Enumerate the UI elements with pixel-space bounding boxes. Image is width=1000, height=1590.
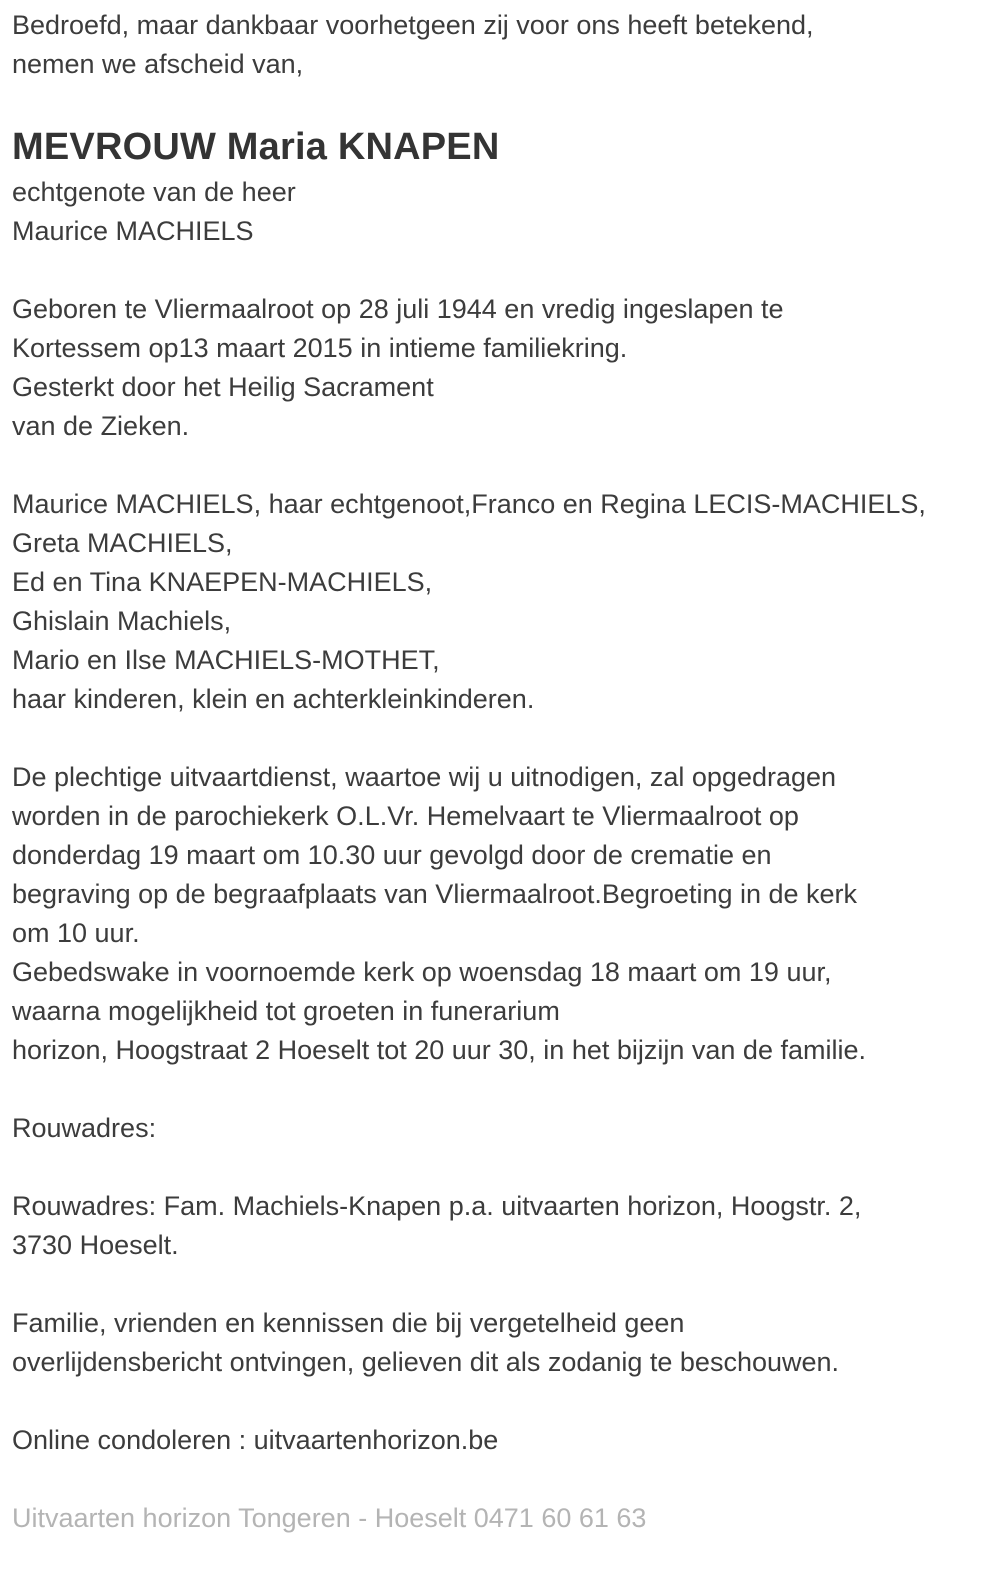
text-line: Rouwadres: Fam. Machiels-Knapen p.a. uitvaarten horizon, Hoogstr. 2,: [12, 1191, 862, 1221]
intro-paragraph: [12, 6, 986, 84]
text-line: begraving op de begraafplaats van Vliermaalroot.Begroeting in de kerk: [12, 879, 858, 909]
birth-death-paragraph: [12, 290, 986, 446]
funeral-home-footer: [12, 1499, 986, 1538]
text-line: Uitvaarten horizon Tongeren - Hoeselt 0471 60 61 63: [12, 1503, 647, 1533]
text-line: echtgenote van de heer: [12, 177, 296, 207]
rouwadres-paragraph: [12, 1187, 986, 1265]
online-condolence-paragraph: [12, 1421, 986, 1460]
text-line: De plechtige uitvaartdienst, waartoe wij u uitnodigen, zal opgedragen: [12, 762, 837, 792]
rouwadres-label: [12, 1109, 986, 1148]
text-line: om 10 uur.: [12, 918, 140, 948]
text-line: Geboren te Vliermaalroot op 28 juli 1944 en vredig ingeslapen te: [12, 294, 784, 324]
text-line: nemen we afscheid van,: [12, 49, 304, 79]
text-line: Kortessem op13 maart 2015 in intieme familiekring.: [12, 333, 628, 363]
text-line: MEVROUW Maria KNAPEN: [12, 126, 500, 168]
text-line: Maurice MACHIELS: [12, 216, 254, 246]
text-line: Familie, vrienden en kennissen die bij vergetelheid geen: [12, 1308, 685, 1338]
text-line: Mario en Ilse MACHIELS-MOTHET,: [12, 645, 440, 675]
text-line: van de Zieken.: [12, 411, 190, 441]
text-line: Online condoleren : uitvaartenhorizon.be: [12, 1425, 499, 1455]
text-line: Gebedswake in voornoemde kerk op woensdag 18 maart om 19 uur,: [12, 957, 832, 987]
text-line: horizon, Hoogstraat 2 Hoeselt tot 20 uur 30, in het bijzijn van de familie.: [12, 1035, 866, 1065]
text-line: Gesterkt door het Heilig Sacrament: [12, 372, 434, 402]
text-line: haar kinderen, klein en achterkleinkinderen.: [12, 684, 535, 714]
text-line: Rouwadres:: [12, 1113, 157, 1143]
text-line: donderdag 19 maart om 10.30 uur gevolgd door de crematie en: [12, 840, 772, 870]
text-line: Maurice MACHIELS, haar echtgenoot,Franco en Regina LECIS-MACHIELS,: [12, 489, 926, 519]
text-line: worden in de parochiekerk O.L.Vr. Hemelvaart te Vliermaalroot op: [12, 801, 799, 831]
text-line: overlijdensbericht ontvingen, gelieven dit als zodanig te beschouwen.: [12, 1347, 840, 1377]
family-paragraph: [12, 485, 986, 719]
deceased-name-title: [12, 123, 986, 171]
text-line: Bedroefd, maar dankbaar voorhetgeen zij voor ons heeft betekend,: [12, 10, 814, 40]
text-line: Greta MACHIELS,: [12, 528, 233, 558]
text-line: Ghislain Machiels,: [12, 606, 232, 636]
notice-paragraph: [12, 1304, 986, 1382]
text-line: 3730 Hoeselt.: [12, 1230, 179, 1260]
service-details-paragraph: [12, 758, 986, 1070]
spouse-paragraph: [12, 173, 986, 251]
text-line: Ed en Tina KNAEPEN-MACHIELS,: [12, 567, 433, 597]
text-line: waarna mogelijkheid tot groeten in funerarium: [12, 996, 560, 1026]
